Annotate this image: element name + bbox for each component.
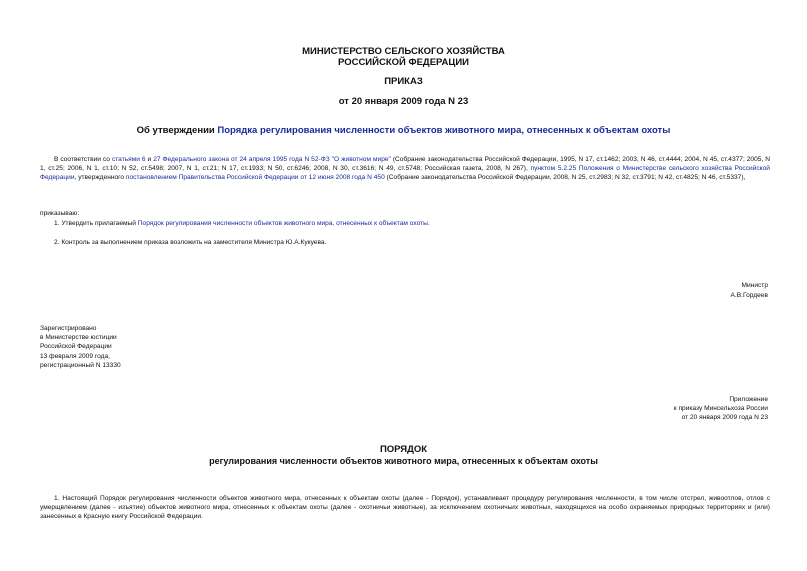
registration-block <box>40 324 121 370</box>
preamble-link-government-decree[interactable]: постановлением Правительства Российской Федерации от 12 июня 2008 года N 450 <box>125 174 385 182</box>
preamble-text-5: (Собрание законодательства Российской Федерации, 2008, N 25, ст.2983; N 32, ст.3791; N 42, ст.4825; N 46, ст.5337), <box>384 174 746 182</box>
preamble-link-federal-law[interactable]: 27 Федерального закона от 24 апреля 1995 года N 52-ФЗ "О животном мире" <box>153 156 391 163</box>
signature-name: А.В.Гордеев <box>730 292 768 299</box>
preamble-text-4: , утвержденного <box>74 174 126 182</box>
preamble-text-2: и <box>145 156 154 163</box>
appendix-line-2: к приказу Минсельхоза России <box>673 405 768 413</box>
order-item-1-suffix: . <box>427 220 430 227</box>
ministry-title-line2: РОССИЙСКОЙ ФЕДЕРАЦИИ <box>337 57 469 68</box>
registration-line-2: в Министерстве юстиции <box>40 334 117 342</box>
procedure-title: ПОРЯДОК <box>379 444 428 455</box>
appendix-block <box>674 395 768 423</box>
appendix-line-3: от 20 января 2009 года N 23 <box>681 414 768 422</box>
procedure-subtitle: регулирования численности объектов животного мира, отнесенных к объектам охоты <box>209 456 598 466</box>
preamble-text-3: (Собрание законодательства Российской Федерации, 1995, N 17, ст.1462; 2003, N 46, ст.4444; 2004, N 45, ст.4377; 2005, N 1, ст.25; 2006, N 1, ст.10; N 52, ст.5498; 2007, N 1, ст.21; N 17, ст.1933; N 50, ст.6246; 2008, N 30, ст.3616; N 49, ст.5748; Российская газета, 2008, N 267), <box>40 156 770 173</box>
registration-line-1: Зарегистрировано <box>40 325 97 332</box>
procedure-paragraph-1: 1. Настоящий Порядок регулирования численности объектов животного мира, отнесенных к объектам охоты (далее - Порядок), устанавливает процедуру регулирования численности, в том числе отстрел, живоотлов, отлов с умерщвлением (далее - изъятие) объектов животного мира, отнесенных к объектам охоты (далее - охотничьи животные), за исключением охотничьих животных, находящихся на особо охраняемых природных территориях и (или) занесенных в Красную книгу Российской Федерации. <box>40 495 770 521</box>
document-type: ПРИКАЗ <box>384 76 423 87</box>
registration-line-3: Российской Федерации <box>40 343 112 351</box>
order-item-1 <box>54 219 770 228</box>
preamble-link-articles[interactable]: статьями 6 <box>111 156 146 163</box>
preamble-paragraph <box>40 155 770 183</box>
orders-word: приказываю: <box>40 210 80 217</box>
signature-title: Министр <box>741 282 768 289</box>
document-subject <box>0 125 807 136</box>
document-date: от 20 января 2009 года N 23 <box>338 96 469 107</box>
preamble-link-regulation[interactable]: пунктом 5.2.25 Положения о Министерстве сельского хозяйства Российской Федерации <box>40 165 770 182</box>
subject-link[interactable]: Порядка регулирования численности объектов животного мира, отнесенных к объектам охоты <box>217 125 671 136</box>
registration-line-5: регистрационный N 13330 <box>40 361 121 369</box>
order-item-1-prefix: 1. Утвердить прилагаемый <box>54 220 138 227</box>
preamble-text-1: В соответствии со <box>54 156 112 163</box>
order-item-1-link[interactable]: Порядок регулирования численности объектов животного мира, отнесенных к объектам охоты <box>137 220 428 227</box>
subject-prefix: Об утверждении <box>136 125 218 136</box>
appendix-line-1: Приложение <box>729 396 768 403</box>
order-item-2: 2. Контроль за выполнением приказа возложить на заместителя Министра Ю.А.Кукуева. <box>54 239 327 246</box>
ministry-title-line1: МИНИСТЕРСТВО СЕЛЬСКОГО ХОЗЯЙСТВА <box>302 46 505 57</box>
registration-line-4: 13 февраля 2009 года, <box>40 352 110 360</box>
